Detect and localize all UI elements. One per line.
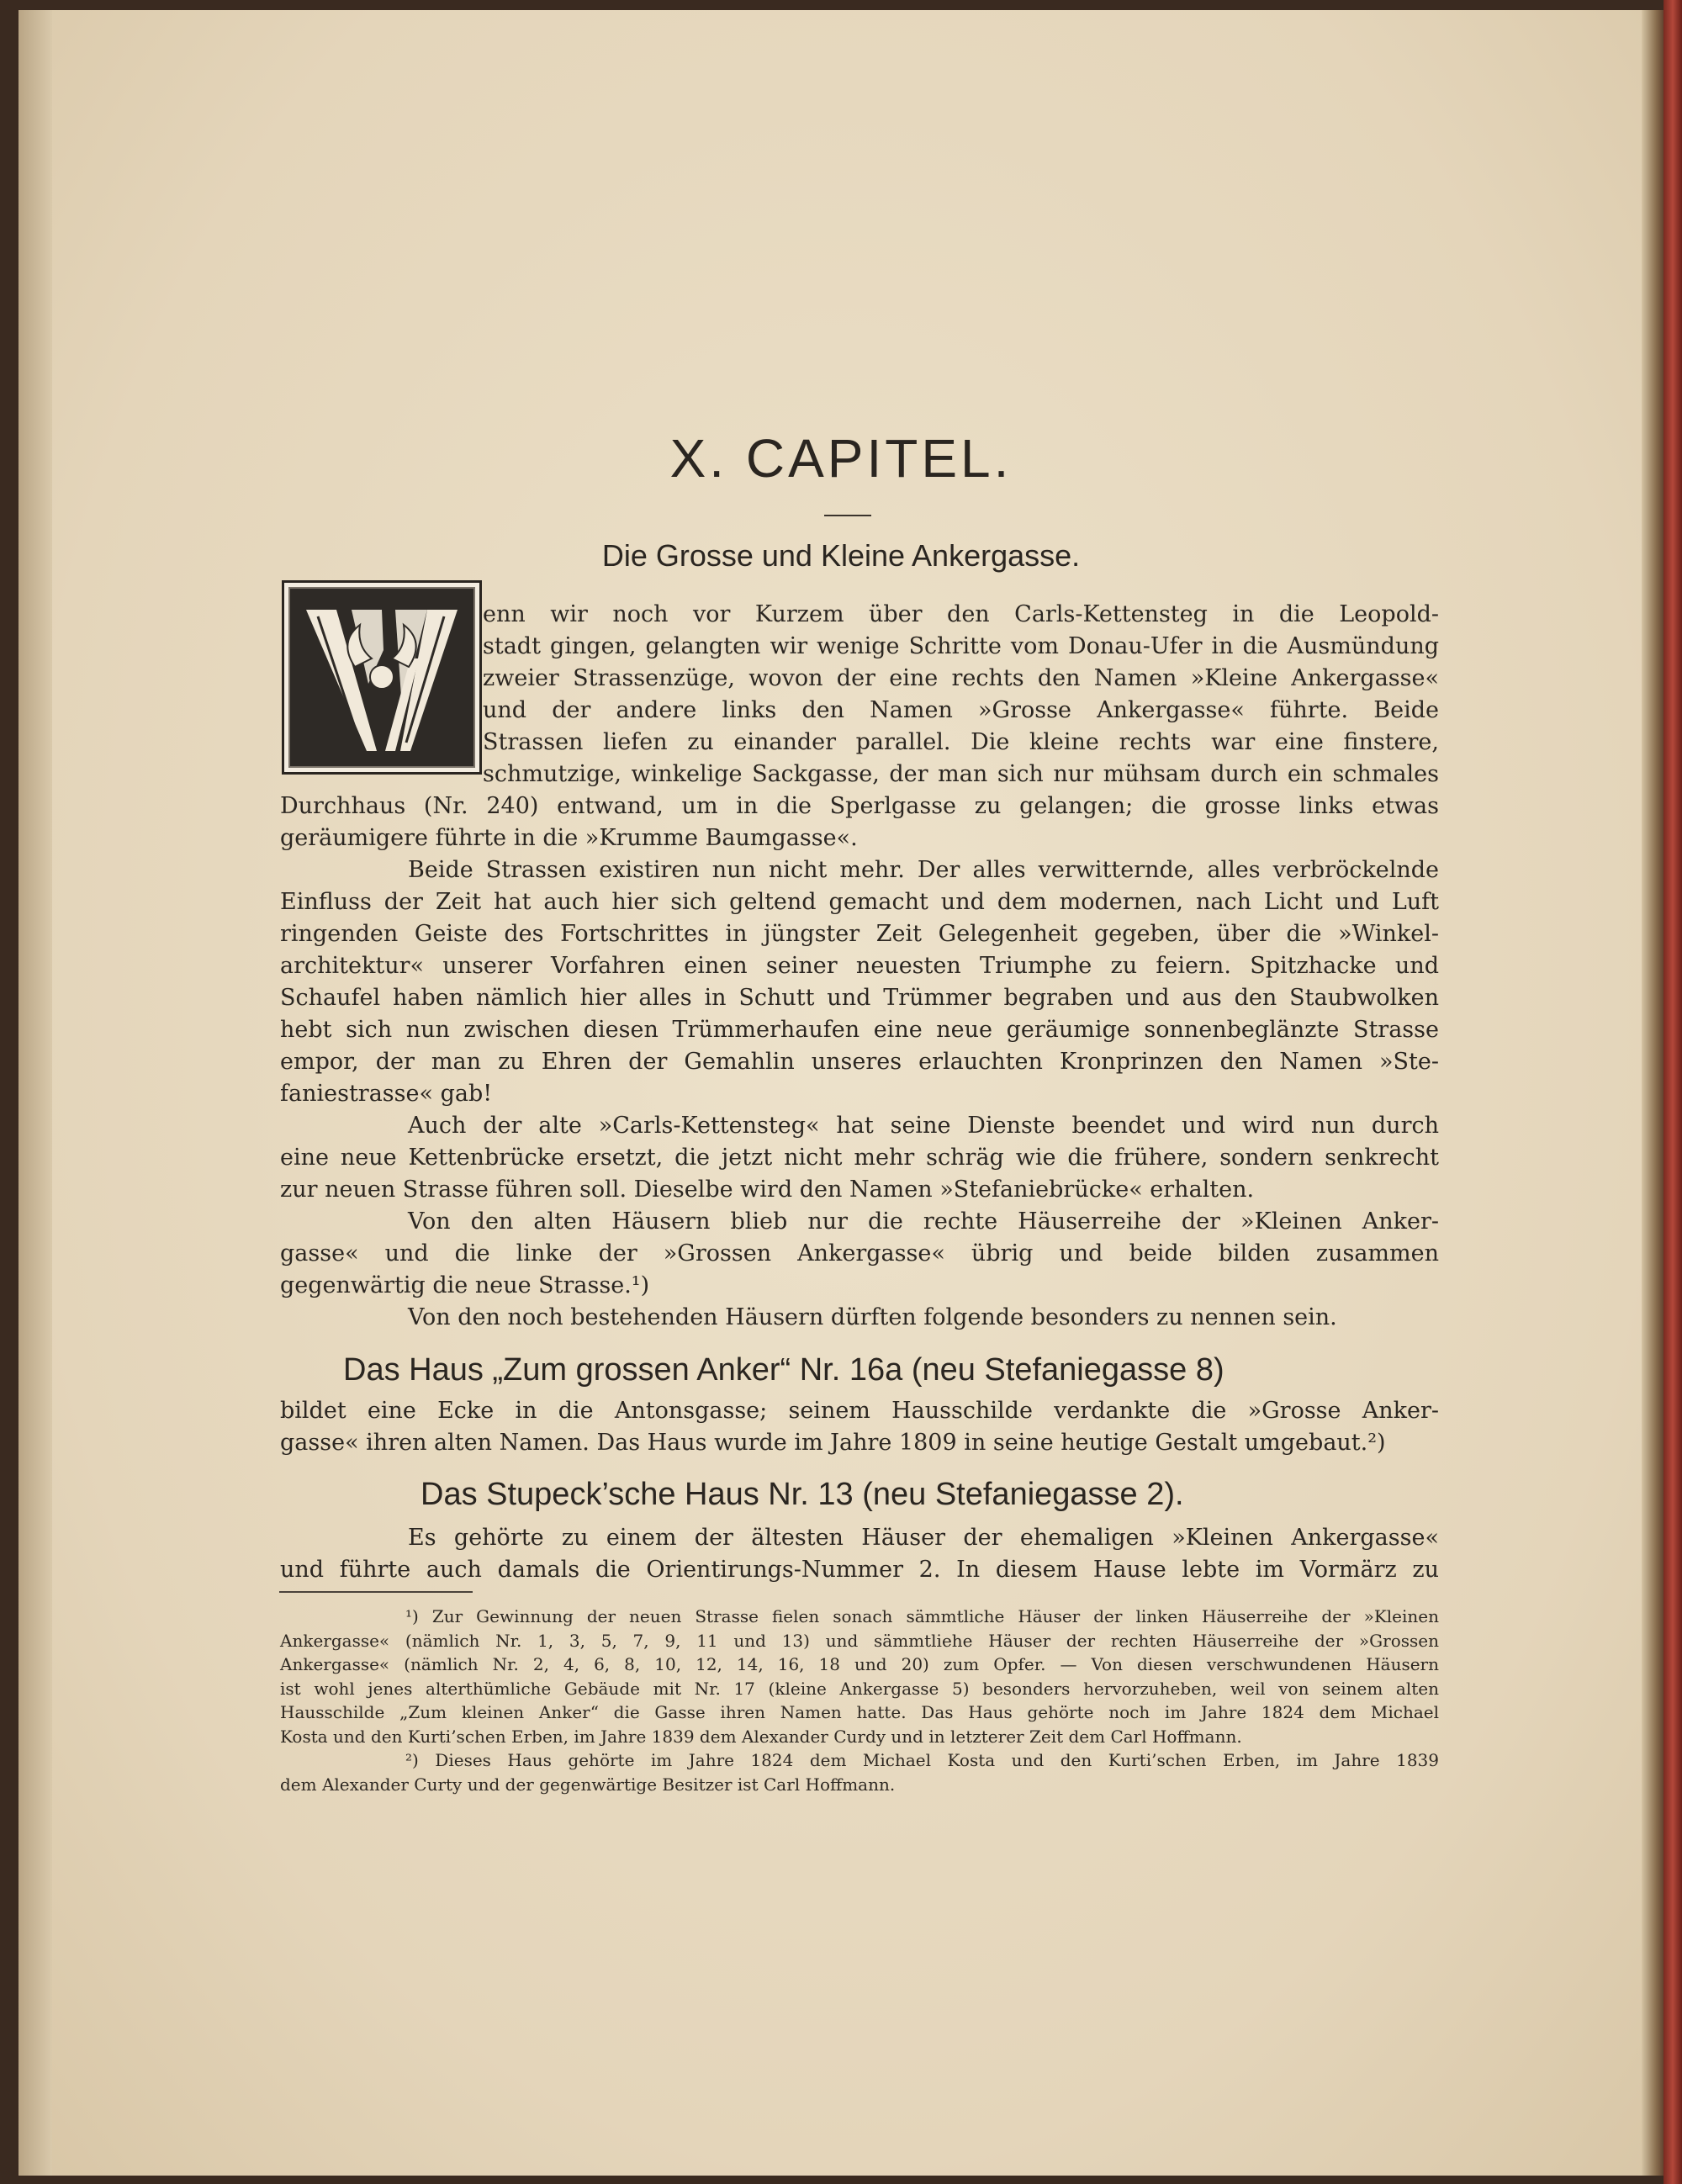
footnote-separator (279, 1591, 473, 1593)
footnote-line: ¹) Zur Gewinnung der neuen Strasse fielen sonach sämmtliche Häuser der linken Häuserreihe der »Kleinen (405, 1606, 1439, 1626)
footnote-line: Ankergasse« (nämlich Nr. 1, 3, 5, 7, 9, 11 und 13) und sämmtliehe Häuser der rechten Häuserreihe der »Grossen (280, 1630, 1439, 1651)
footnote-line: ²) Dieses Haus gehörte im Jahre 1824 dem Michael Kosta und den Kurti’schen Erben, im Jahre 1839 (405, 1750, 1439, 1770)
title-rule (824, 515, 871, 516)
decorative-initial (282, 580, 482, 775)
body-line: geräumigere führte in die »Krumme Baumgasse«. (280, 825, 858, 851)
chapter-title: X. CAPITEL. (669, 428, 1013, 489)
body-line: und führte auch damals die Orientirungs-Nummer 2. In diesem Hause lebte im Vormärz zu (280, 1557, 1439, 1583)
body-line: zweier Strassenzüge, wovon der eine rechts den Namen »Kleine Ankergasse« (483, 665, 1439, 691)
body-line: Von den alten Häusern blieb nur die rechte Häuserreihe der »Kleinen Anker- (408, 1208, 1439, 1235)
section-heading-grosser-anker: Das Haus „Zum grossen Anker“ Nr. 16a (neu Stefaniegasse 8) (343, 1352, 1224, 1388)
body-line: Strassen liefen zu einander parallel. Die kleine rechts war eine finstere, (483, 729, 1439, 755)
body-line: und der andere links den Namen »Grosse Ankergasse« führte. Beide (483, 697, 1439, 723)
page-edge (1642, 10, 1665, 2176)
body-line: gasse« und die linke der »Grossen Ankergasse« übrig und beide bilden zusammen (280, 1240, 1439, 1267)
body-line: empor, der man zu Ehren der Gemahlin unseres erlauchten Kronprinzen den Namen »Ste- (280, 1049, 1439, 1075)
body-line: Auch der alte »Carls-Kettensteg« hat seine Dienste beendet und wird nun durch (408, 1113, 1439, 1139)
body-line: hebt sich nun zwischen diesen Trümmerhaufen eine neue geräumige sonnenbeglänzte Strasse (280, 1017, 1439, 1043)
section-heading-stupeck-haus: Das Stupeck’sche Haus Nr. 13 (neu Stefaniegasse 2). (420, 1477, 1184, 1512)
body-line: enn wir noch vor Kurzem über den Carls-Kettensteg in die Leopold- (483, 601, 1439, 627)
chapter-subtitle: Die Grosse und Kleine Ankergasse. (601, 538, 1081, 573)
body-line: ringenden Geiste des Fortschrittes in jüngster Zeit Gelegenheit gegeben, über die »Winkel- (280, 921, 1439, 947)
footnote-line: Kosta und den Kurti’schen Erben, im Jahre 1839 dem Alexander Curdy und in letzterer Zeit dem Carl Hoffmann. (280, 1726, 1242, 1747)
footnote-line: ist wohl jenes alterthümliche Gebäude mit Nr. 17 (kleine Ankergasse 5) besonders hervorzuheben, weil von seinem alten (280, 1678, 1439, 1699)
body-line: stadt gingen, gelangten wir wenige Schritte vom Donau-Ufer in die Ausmündung (483, 633, 1439, 659)
body-line: schmutzige, winkelige Sackgasse, der man sich nur mühsam durch ein schmales (483, 761, 1439, 787)
initial-w-illustration (284, 583, 479, 772)
footnote-line: dem Alexander Curty und der gegenwärtige Besitzer ist Carl Hoffmann. (280, 1774, 896, 1795)
body-line: Von den noch bestehenden Häusern dürften folgende besonders zu nennen sein. (408, 1304, 1337, 1330)
body-line: architektur« unserer Vorfahren einen seiner neuesten Triumphe zu feiern. Spitzhacke und (280, 953, 1439, 979)
body-line: gasse« ihren alten Namen. Das Haus wurde im Jahre 1809 in seine heutige Gestalt umgebaut.²) (280, 1430, 1386, 1456)
page-gutter (19, 10, 52, 2176)
body-line: Einfluss der Zeit hat auch hier sich geltend gemacht und dem modernen, nach Licht und Luft (280, 889, 1439, 915)
body-line: eine neue Kettenbrücke ersetzt, die jetzt nicht mehr schräg wie die frühere, sondern senkrecht (280, 1145, 1439, 1171)
body-line: Durchhaus (Nr. 240) entwand, um in die Sperlgasse zu gelangen; die grosse links etwas (280, 793, 1439, 819)
body-line: Schaufel haben nämlich hier alles in Schutt und Trümmer begraben und aus den Staubwolken (280, 985, 1439, 1011)
body-line: zur neuen Strasse führen soll. Dieselbe wird den Namen »Stefaniebrücke« erhalten. (280, 1177, 1255, 1203)
body-line: Es gehörte zu einem der ältesten Häuser der ehemaligen »Kleinen Ankergasse« (408, 1525, 1439, 1551)
body-line: Beide Strassen existiren nun nicht mehr. Der alles verwitternde, alles verbröckelnde (408, 857, 1439, 883)
body-line: gegenwärtig die neue Strasse.¹) (280, 1272, 650, 1298)
book-cover-edge (1663, 0, 1682, 2184)
footnote-line: Ankergasse« (nämlich Nr. 2, 4, 6, 8, 10, 12, 14, 16, 18 und 20) zum Opfer. — Von diesen verschwundenen Häusern (280, 1654, 1439, 1674)
body-line: bildet eine Ecke in die Antonsgasse; seinem Hausschilde verdankte die »Grosse Anker- (280, 1398, 1439, 1424)
body-line: faniestrasse« gab! (280, 1081, 493, 1107)
footnote-line: Hausschilde „Zum kleinen Anker“ die Gasse ihren Namen hatte. Das Haus gehörte noch im Jahre 1824 dem Michael (280, 1702, 1439, 1722)
